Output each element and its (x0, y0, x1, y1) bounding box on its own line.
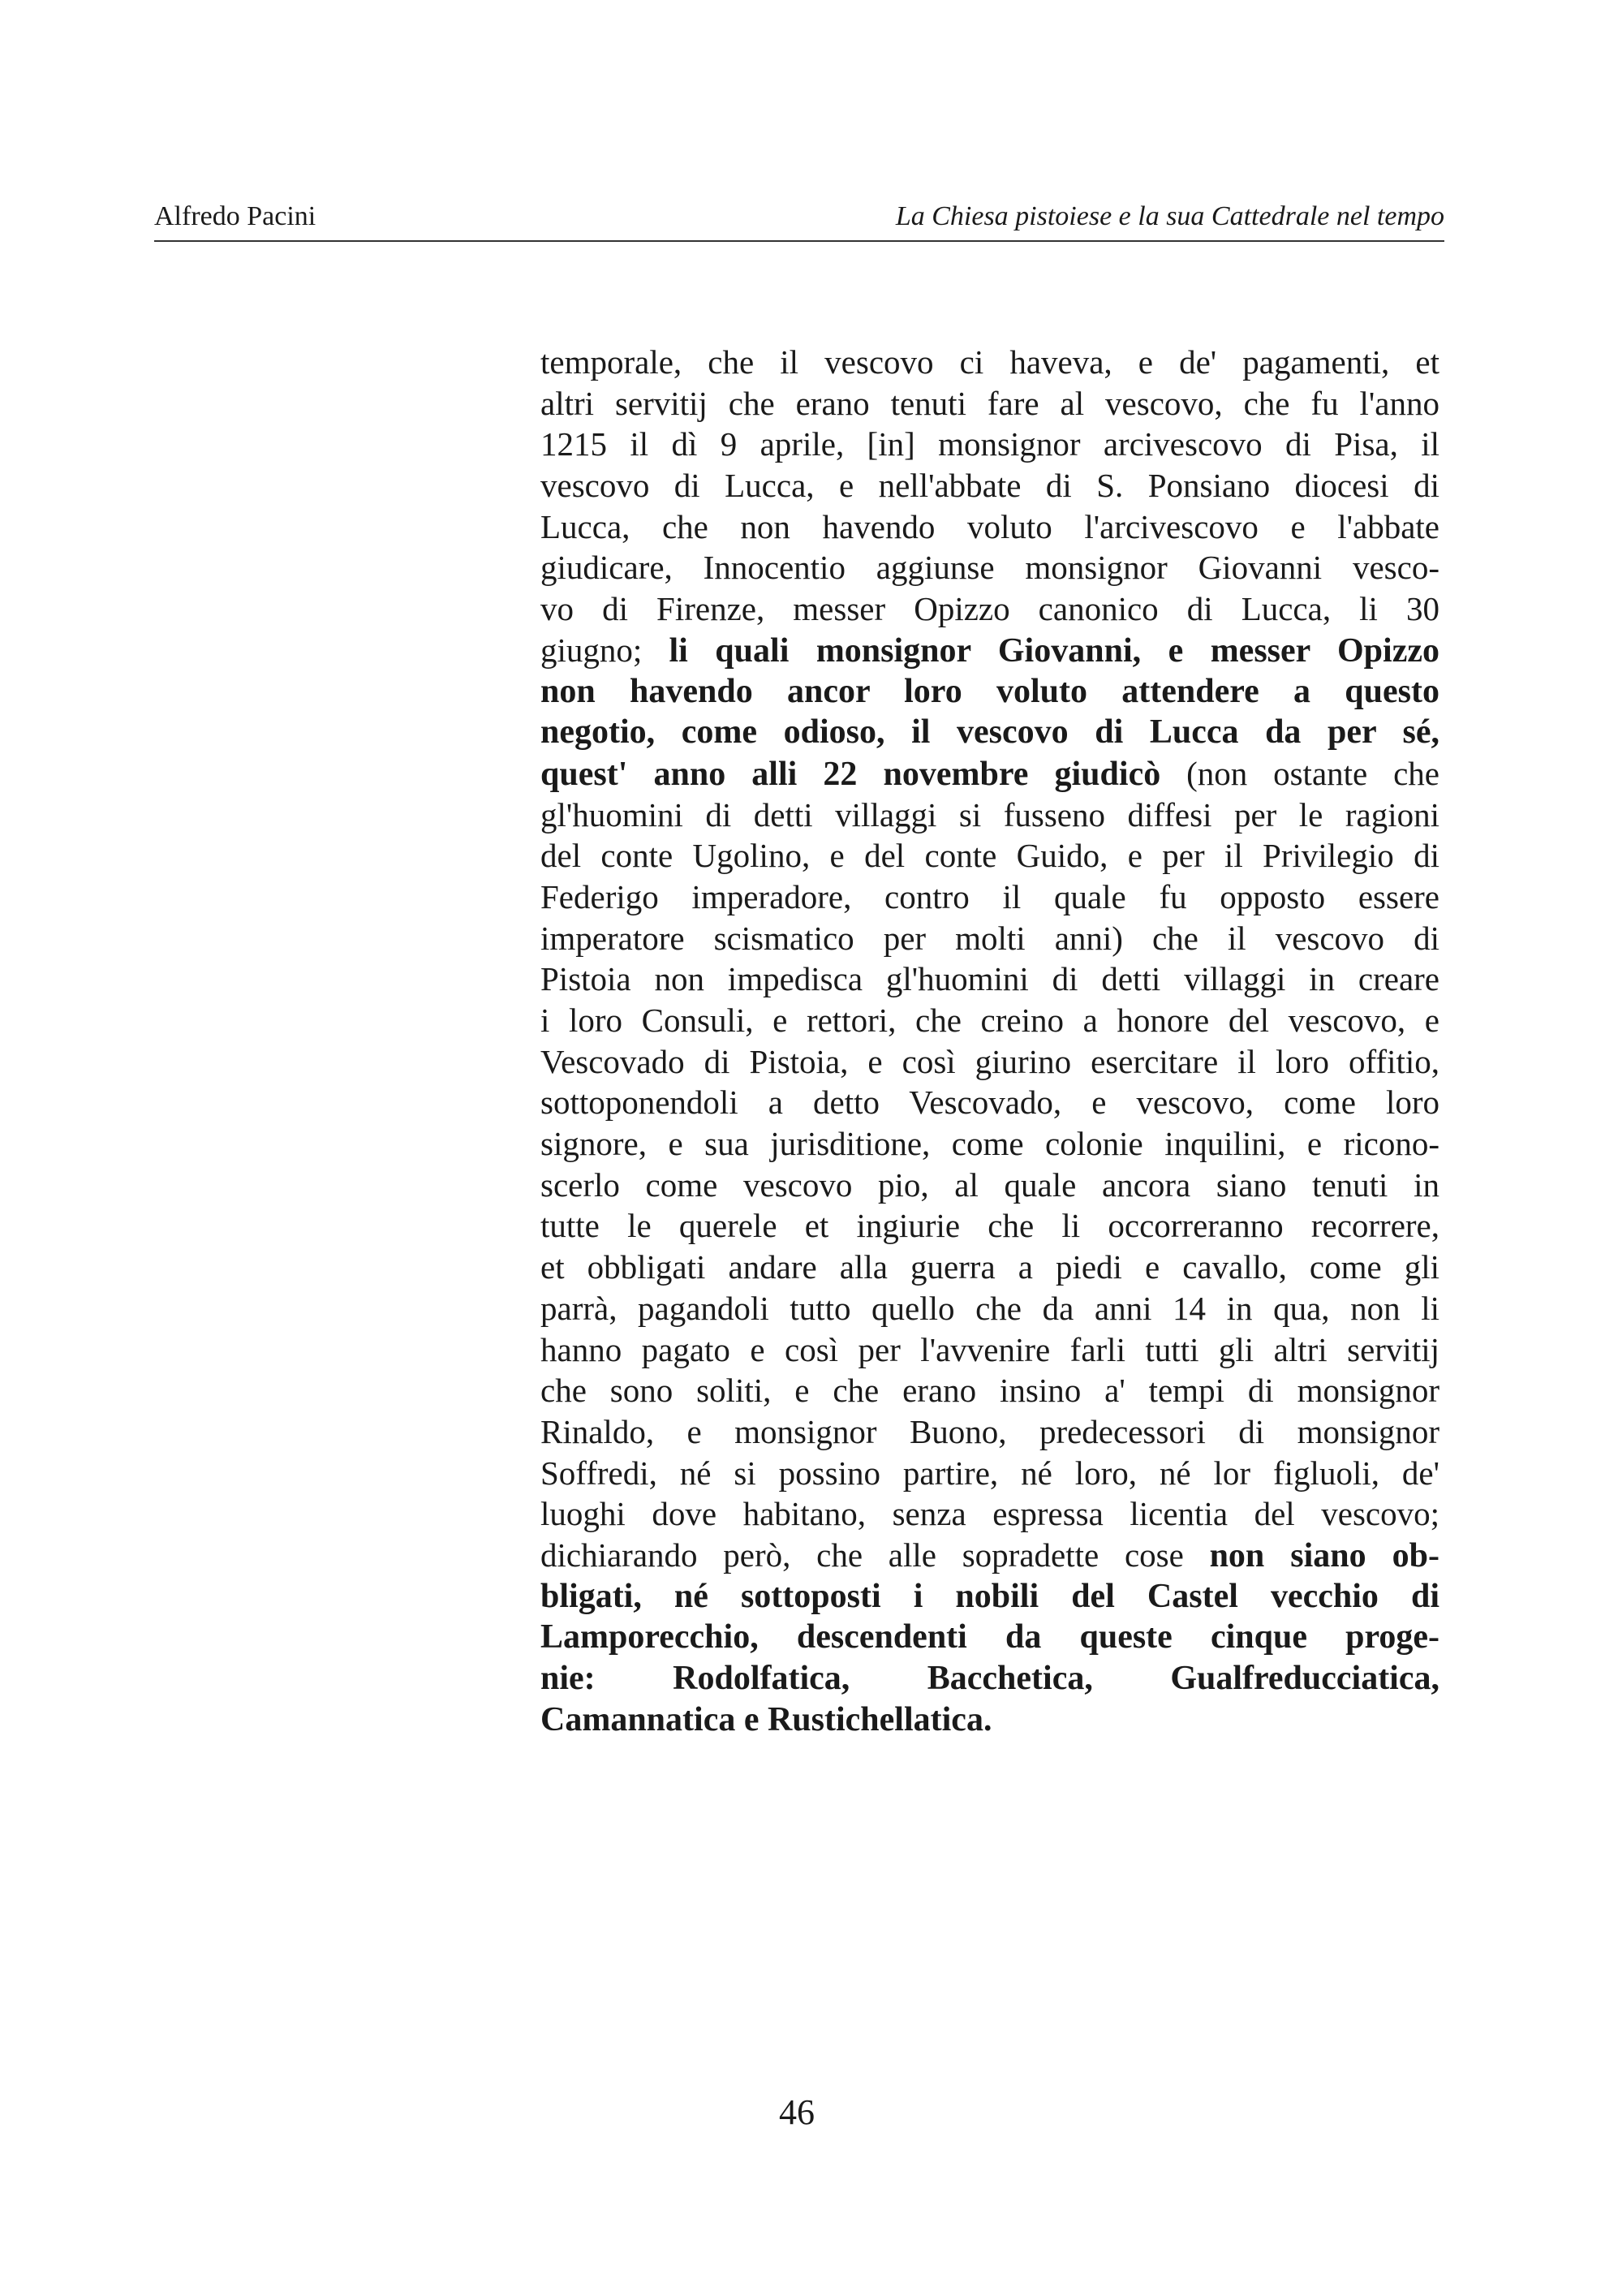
body-line: Lucca, che non havendo voluto l'arcivescovo e l'abbate (540, 507, 1439, 545)
body-line: del conte Ugolino, e del conte Guido, e per il Privilegio di (540, 837, 1439, 875)
body-line: parrà, pagandoli tutto quello che da anni 14 in qua, non li (540, 1289, 1439, 1327)
body-line: i loro Consuli, e rettori, che creino a honore del vescovo, e (540, 1002, 1439, 1039)
body-line: et obbligati andare alla guerra a piedi e cavallo, come gli (540, 1248, 1439, 1286)
bold-passage: non siano ob- (1209, 1536, 1439, 1574)
body-line: vescovo di Lucca, e nell'abbate di S. Ponsiano diocesi di (540, 467, 1439, 505)
body-text (540, 342, 1439, 1740)
header-title: La Chiesa pistoiese e la sua Cattedrale nel tempo (895, 201, 1444, 231)
body-line (540, 671, 1439, 713)
bold-passage: li quali monsignor Giovanni, e messer Opizzo (669, 631, 1439, 670)
header-rule (154, 240, 1444, 242)
body-line: Federigo imperadore, contro il quale fu opposto essere (540, 877, 1439, 915)
body-line: vo di Firenze, messer Opizzo canonico di Lucca, li 30 (540, 590, 1439, 628)
bold-passage: negotio, come odioso, il vescovo di Lucca da per sé, (540, 713, 1439, 752)
body-line (540, 1576, 1439, 1618)
body-line: sottoponendoli a detto Vescovado, e vescovo, come loro (540, 1083, 1439, 1122)
body-line: Pistoia non impedisca gl'huomini di detti villaggi in creare (540, 960, 1439, 998)
body-line (540, 1658, 1439, 1699)
body-line: giugno; li quali monsignor Giovanni, e messer Opizzo (540, 631, 1439, 670)
running-header (154, 201, 1444, 240)
page-number: 46 (779, 2092, 815, 2132)
body-line: tutte le querele et ingiurie che li occorreranno recorrere, (540, 1207, 1439, 1245)
body-line: scerlo come vescovo pio, al quale ancora siano tenuti in (540, 1165, 1439, 1204)
body-line: Rinaldo, e monsignor Buono, predecessori di monsignor (540, 1412, 1439, 1450)
bold-passage: non havendo ancor loro voluto attendere a questo (540, 672, 1439, 710)
body-line (540, 712, 1439, 753)
bold-passage: Lamporecchio, descendenti da queste cinque proge- (540, 1618, 1439, 1656)
body-line: hanno pagato e così per l'avvenire farli tutti gli altri servitij (540, 1330, 1439, 1368)
bold-passage: nie: Rodolfatica, Bacchetica, Gualfreducciatica, (540, 1660, 1439, 1697)
bold-passage: bligati, né sottoposti i nobili del Castel vecchio di (540, 1577, 1439, 1615)
body-line: dichiarando però, che alle sopradette cose non siano ob- (540, 1536, 1439, 1574)
body-line: imperatore scismatico per molti anni) che il vescovo di (540, 919, 1439, 957)
body-line: 1215 il dì 9 aprile, [in] monsignor arcivescovo di Pisa, il (540, 425, 1439, 463)
header-author: Alfredo Pacini (154, 201, 316, 231)
body-line: luoghi dove habitano, senza espressa licentia del vescovo; (540, 1495, 1439, 1533)
bold-passage: Camannatica e Rustichellatica. (540, 1700, 992, 1738)
bold-passage: quest' anno alli 22 novembre giudicò (540, 755, 1161, 793)
body-line: quest' anno alli 22 novembre giudicò (non ostante che (540, 754, 1439, 793)
body-line: altri servitij che erano tenuti fare al vescovo, che fu l'anno (540, 384, 1439, 422)
body-line: signore, e sua jurisditione, come colonie inquilini, e ricono- (540, 1125, 1439, 1163)
body-line (540, 1699, 1439, 1741)
body-line: giudicare, Innocentio aggiunse monsignor Giovanni vesco- (540, 549, 1439, 587)
body-line: Vescovado di Pistoia, e così giurino esercitare il loro offitio, (540, 1042, 1439, 1080)
body-line: che sono soliti, e che erano insino a' tempi di monsignor (540, 1372, 1439, 1410)
body-line: gl'huomini di detti villaggi si fusseno diffesi per le ragioni (540, 795, 1439, 834)
body-line: Soffredi, né si possino partire, né loro, né lor figluoli, de' (540, 1454, 1439, 1492)
body-line (540, 1617, 1439, 1658)
body-line: temporale, che il vescovo ci haveva, e de' pagamenti, et (540, 343, 1439, 381)
